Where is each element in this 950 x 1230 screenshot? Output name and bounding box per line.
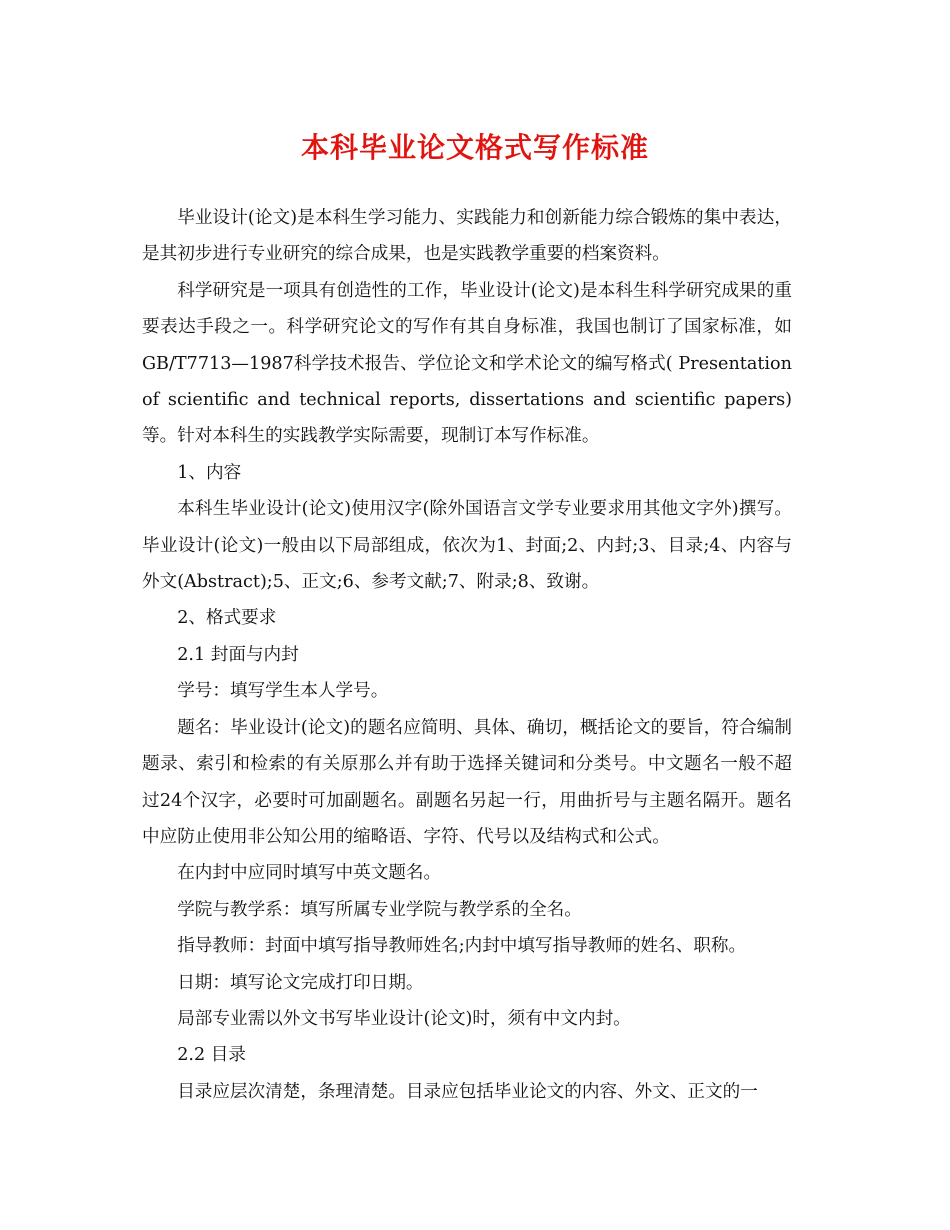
paragraph: 本科生毕业设计(论文)使用汉字(除外国语言文学专业要求用其他文字外)撰写。毕业设计(论文)一般由以下局部组成，依次为1、封面;2、内封;3、目录;4、内容与外文(Abstract);5、正文;6、参考文献;7、附录;8、致谢。	[142, 499, 792, 593]
paragraph: 指导教师：封面中填写指导教师姓名;内封中填写指导教师的姓名、职称。	[177, 936, 747, 957]
paragraph: 毕业设计(论文)是本科生学习能力、实践能力和创新能力综合锻炼的集中表达，是其初步进行专业研究的综合成果，也是实践教学重要的档案资料。	[142, 208, 792, 265]
paragraph: 目录应层次清楚，条理清楚。目录应包括毕业论文的内容、外文、正文的一	[177, 1081, 758, 1102]
paragraph: 在内封中应同时填写中英文题名。	[177, 863, 442, 884]
paragraph: 学院与教学系：填写所属专业学院与教学系的全名。	[177, 899, 582, 920]
paragraph: 题名：毕业设计(论文)的题名应简明、具体、确切，概括论文的要旨，符合编制题录、索引和检索的有关原那么并有助于选择关键词和分类号。中文题名一般不超过24个汉字，必要时可加副题名。副题名另起一行，用曲折号与主题名隔开。题名中应防止使用非公知公用的缩略语、字符、代号以及结构式和公式。	[142, 717, 792, 847]
paragraph: 学号：填写学生本人学号。	[177, 681, 389, 702]
paragraph: 局部专业需以外文书写毕业设计(论文)时，须有中文内封。	[177, 1008, 631, 1029]
section-heading: 2、格式要求	[177, 608, 277, 629]
subsection-heading: 2.2 目录	[177, 1045, 246, 1066]
paragraph: 科学研究是一项具有创造性的工作，毕业设计(论文)是本科生科学研究成果的重要表达手段之一。科学研究论文的写作有其自身标准，我国也制订了国家标准，如GB/T7713—1987科学技术报告、学位论文和学术论文的编写格式( Presentation of scientific and technical reports, dissertations and scientific papers)等。针对本科生的实践教学实际需要，现制订本写作标准。	[142, 280, 792, 447]
document-body	[142, 200, 792, 1110]
subsection-heading: 2.1 封面与内封	[177, 644, 299, 665]
document-title: 本科毕业论文格式写作标准	[300, 131, 649, 164]
paragraph: 日期：填写论文完成打印日期。	[177, 972, 424, 993]
section-heading: 1、内容	[177, 462, 242, 483]
